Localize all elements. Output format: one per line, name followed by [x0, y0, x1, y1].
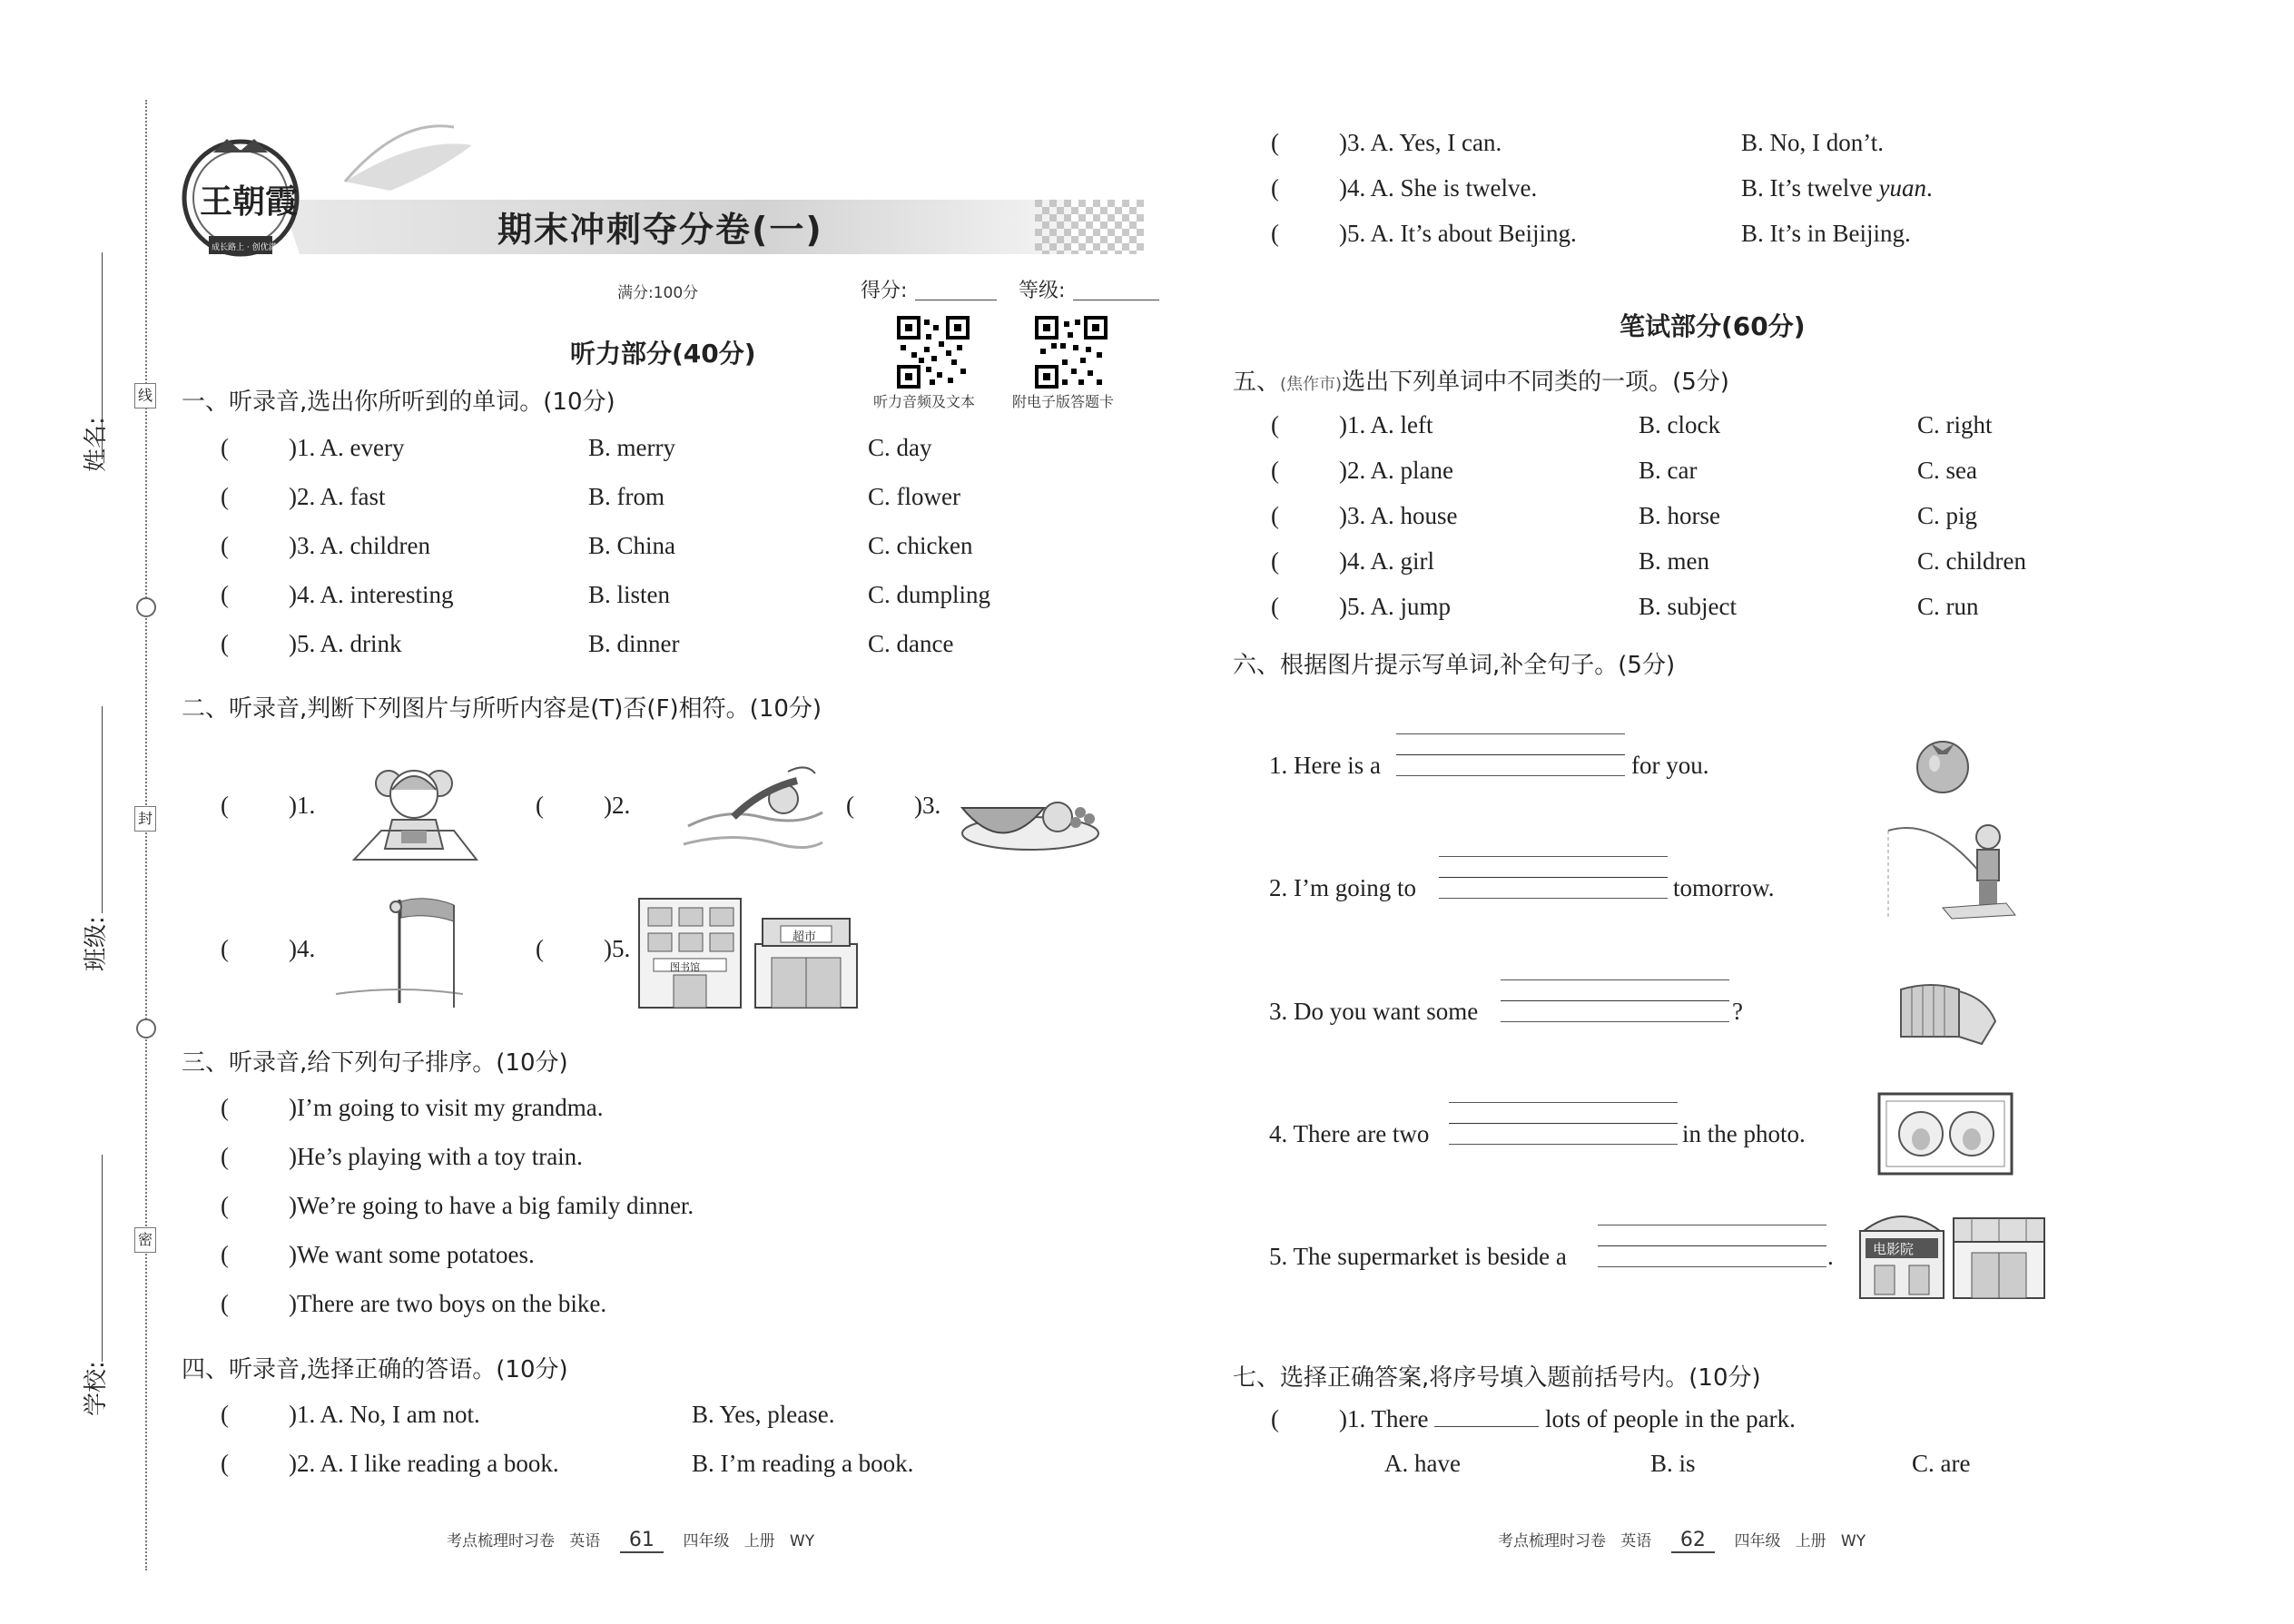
s2-paren[interactable]: ( — [221, 935, 229, 962]
s1-paren[interactable]: ( — [221, 630, 229, 657]
s2-title: 二、听录音,判断下列图片与所听内容是(T)否(F)相符。(10分) — [182, 695, 822, 723]
library-sign: 图书馆 — [670, 961, 700, 973]
s5-q2: )2. A. plane — [1339, 457, 1453, 484]
s5-paren[interactable]: ( — [1271, 547, 1279, 575]
s1-q5-b: B. dinner — [588, 630, 680, 657]
s6-q4-post: in the photo. — [1682, 1120, 1806, 1147]
swimming-picture — [679, 763, 824, 862]
s6-q2-pre: 2. I’m going to — [1269, 874, 1416, 901]
s1-q3-b: B. China — [588, 532, 676, 559]
s4-paren[interactable]: ( — [1271, 129, 1279, 156]
footer-right: 考点梳理时习卷 英语 62 四年级 上册 WY — [1498, 1529, 1866, 1551]
s5-q3-c: C. pig — [1917, 502, 1978, 529]
grade-label: 等级: — [1019, 280, 1066, 302]
s4-q4-a: )4. A. She is twelve. — [1339, 174, 1538, 202]
s6-q3-post: ? — [1732, 998, 1743, 1025]
s5-q4-c: C. children — [1917, 547, 2026, 575]
s2-q2: )2. — [604, 792, 631, 819]
s3-paren[interactable]: ( — [221, 1290, 229, 1317]
s3-title: 三、听录音,给下列句子排序。(10分) — [182, 1049, 568, 1077]
s1-q3: )3. A. children — [289, 532, 430, 559]
s4-paren[interactable]: ( — [1271, 174, 1279, 202]
binding-circle-1 — [136, 597, 156, 617]
s1-q1-c: C. day — [868, 434, 932, 461]
s4-q5-a: )5. A. It’s about Beijing. — [1339, 220, 1577, 247]
listening-title: 听力部分(40分) — [570, 339, 756, 369]
binding-circle-2 — [136, 1019, 156, 1038]
s2-paren[interactable]: ( — [846, 792, 854, 819]
s5-q2-b: B. car — [1639, 457, 1698, 484]
s5-q5: )5. A. jump — [1339, 593, 1452, 620]
s5-paren[interactable]: ( — [1271, 411, 1279, 438]
binding-mark-2: 封 — [134, 806, 156, 832]
s3-item: )We’re going to have a big family dinner. — [289, 1192, 694, 1219]
binding-dotted-line — [145, 100, 147, 1570]
s6-q5-post: . — [1827, 1243, 1834, 1270]
girl-reading-picture — [345, 758, 481, 867]
s2-q4: )4. — [289, 935, 316, 962]
name-field[interactable] — [102, 252, 103, 459]
fruit-plate-picture — [958, 772, 1103, 853]
binding-mark-1: 线 — [134, 383, 156, 408]
s7-option-b: B. is — [1650, 1450, 1696, 1477]
qr2-caption: 附电子版答题卡 — [1012, 393, 1115, 410]
s5-q5-c: C. run — [1917, 593, 1979, 620]
s3-item: )I’m going to visit my grandma. — [289, 1094, 604, 1121]
s1-q5: )5. A. drink — [289, 630, 402, 657]
s3-paren[interactable]: ( — [221, 1192, 229, 1219]
bread-picture — [1895, 980, 2000, 1048]
s2-paren[interactable]: ( — [536, 935, 544, 962]
logo-subtext: 成长路上 · 创优满分 — [212, 243, 285, 252]
s6-q1-answer-lines[interactable] — [1396, 733, 1625, 796]
s3-item: )He’s playing with a toy train. — [289, 1143, 583, 1170]
s3-paren[interactable]: ( — [221, 1094, 229, 1121]
supermarket-side-picture — [1952, 1216, 2052, 1300]
s5-q1: )1. A. left — [1339, 411, 1433, 438]
s4-q1-a: )1. A. No, I am not. — [289, 1401, 480, 1428]
s7-title: 七、选择正确答案,将序号填入题前括号内。(10分) — [1233, 1364, 1761, 1392]
s6-q5-answer-lines[interactable] — [1598, 1225, 1826, 1287]
s4-paren[interactable]: ( — [1271, 220, 1279, 247]
qr-code-answer-card[interactable] — [1035, 316, 1108, 389]
name-label: 姓名: — [83, 417, 110, 472]
s7-option-a: A. have — [1384, 1450, 1461, 1477]
s1-q4-b: B. listen — [588, 581, 671, 608]
s6-q4-pre: 4. There are two — [1269, 1120, 1430, 1147]
s5-paren[interactable]: ( — [1271, 457, 1279, 484]
s4-q2-b: B. I’m reading a book. — [692, 1450, 914, 1477]
s5-q4-b: B. men — [1639, 547, 1709, 575]
s6-q3-answer-lines[interactable] — [1501, 979, 1729, 1042]
s1-q1: )1. A. every — [289, 434, 405, 461]
s4-paren[interactable]: ( — [221, 1450, 229, 1477]
qr1-caption: 听力音频及文本 — [873, 393, 976, 410]
s7-paren[interactable]: ( — [1271, 1405, 1279, 1432]
s1-title: 一、听录音,选出你所听到的单词。(10分) — [182, 389, 615, 416]
supermarket-sign: 超市 — [793, 930, 817, 944]
s4-q3-b: B. No, I don’t. — [1741, 129, 1885, 156]
footer-left: 考点梳理时习卷 英语 61 四年级 上册 WY — [447, 1529, 815, 1551]
s1-paren[interactable]: ( — [221, 483, 229, 510]
s1-q2-c: C. flower — [868, 483, 960, 510]
s1-q4-c: C. dumpling — [868, 581, 991, 608]
s6-q2-post: tomorrow. — [1673, 874, 1775, 901]
cinema-sign: 电影院 — [1873, 1241, 1915, 1257]
s5-paren[interactable]: ( — [1271, 502, 1279, 529]
s6-q3-pre: 3. Do you want some — [1269, 998, 1479, 1025]
fishing-boy-picture — [1879, 817, 2015, 926]
s2-paren[interactable]: ( — [536, 792, 544, 819]
s1-paren[interactable]: ( — [221, 434, 229, 461]
binding-mark-3: 密 — [134, 1227, 156, 1253]
class-label: 班级: — [83, 916, 110, 971]
s3-paren[interactable]: ( — [221, 1241, 229, 1268]
s4-q4-b: B. It’s twelve yuan. — [1741, 174, 1933, 202]
page-title: 期末冲刺夺分卷(一) — [497, 210, 823, 250]
page-number-left: 61 — [620, 1529, 664, 1553]
s3-item: )There are two boys on the bike. — [289, 1290, 607, 1317]
s4-q5-b: B. It’s in Beijing. — [1741, 220, 1911, 247]
flag-raising-picture — [336, 894, 463, 1012]
s2-paren[interactable]: ( — [221, 792, 229, 819]
s1-q4: )4. A. interesting — [289, 581, 454, 608]
s4-paren[interactable]: ( — [221, 1401, 229, 1428]
library-building-picture — [637, 897, 744, 1010]
s7-option-c: C. are — [1912, 1450, 1971, 1477]
s2-q5: )5. — [604, 935, 631, 962]
score-label: 得分: — [861, 280, 908, 302]
s5-q3-b: B. horse — [1639, 502, 1720, 529]
s5-title: 五、(焦作市)选出下列单词中不同类的一项。(5分) — [1233, 369, 1729, 396]
writing-title: 笔试部分(60分) — [1620, 311, 1806, 341]
s5-paren[interactable]: ( — [1271, 593, 1279, 620]
s5-q1-b: B. clock — [1639, 411, 1720, 438]
s4-title: 四、听录音,选择正确的答语。(10分) — [182, 1356, 568, 1383]
s5-q5-b: B. subject — [1639, 593, 1737, 620]
class-field[interactable] — [102, 706, 103, 913]
s4-q3-a: )3. A. Yes, I can. — [1339, 129, 1502, 156]
s1-paren[interactable]: ( — [221, 532, 229, 559]
s7-q1-blank[interactable] — [1434, 1426, 1539, 1427]
s1-q1-b: B. merry — [588, 434, 675, 461]
qr-code-audio[interactable] — [897, 316, 970, 389]
tomato-picture — [1911, 731, 1974, 794]
s6-q1-pre: 1. Here is a — [1269, 752, 1381, 779]
s5-q3: )3. A. house — [1339, 502, 1458, 529]
s3-item: )We want some potatoes. — [289, 1241, 535, 1268]
s2-q3: )3. — [914, 792, 941, 819]
s1-q5-c: C. dance — [868, 630, 954, 657]
s3-paren[interactable]: ( — [221, 1143, 229, 1170]
s7-q1: )1. There lots of people in the park. — [1339, 1405, 1796, 1432]
s6-q4-answer-lines[interactable] — [1449, 1102, 1678, 1165]
page-number-right: 62 — [1671, 1529, 1715, 1553]
logo-text: 王朝霞 — [200, 182, 299, 221]
full-score: 满分:100分 — [617, 284, 699, 302]
s6-q5-pre: 5. The supermarket is beside a — [1269, 1243, 1567, 1270]
sheep-photo-picture — [1877, 1092, 2013, 1176]
s4-q1-b: B. Yes, please. — [692, 1401, 835, 1428]
s1-q2-b: B. from — [588, 483, 665, 510]
school-label: 学校: — [83, 1361, 110, 1416]
s6-q2-answer-lines[interactable] — [1439, 856, 1668, 919]
s1-q3-c: C. chicken — [868, 532, 973, 559]
s6-q1-post: for you. — [1631, 752, 1709, 779]
s2-q1: )1. — [289, 792, 316, 819]
s4-q2-a: )2. A. I like reading a book. — [289, 1450, 559, 1477]
s5-q2-c: C. sea — [1917, 457, 1977, 484]
s6-title: 六、根据图片提示写单词,补全句子。(5分) — [1233, 652, 1676, 679]
s5-q1-c: C. right — [1917, 411, 1993, 438]
s5-q4: )4. A. girl — [1339, 547, 1434, 575]
s1-q2: )2. A. fast — [289, 483, 386, 510]
school-field[interactable] — [102, 1155, 103, 1362]
s1-paren[interactable]: ( — [221, 581, 229, 608]
